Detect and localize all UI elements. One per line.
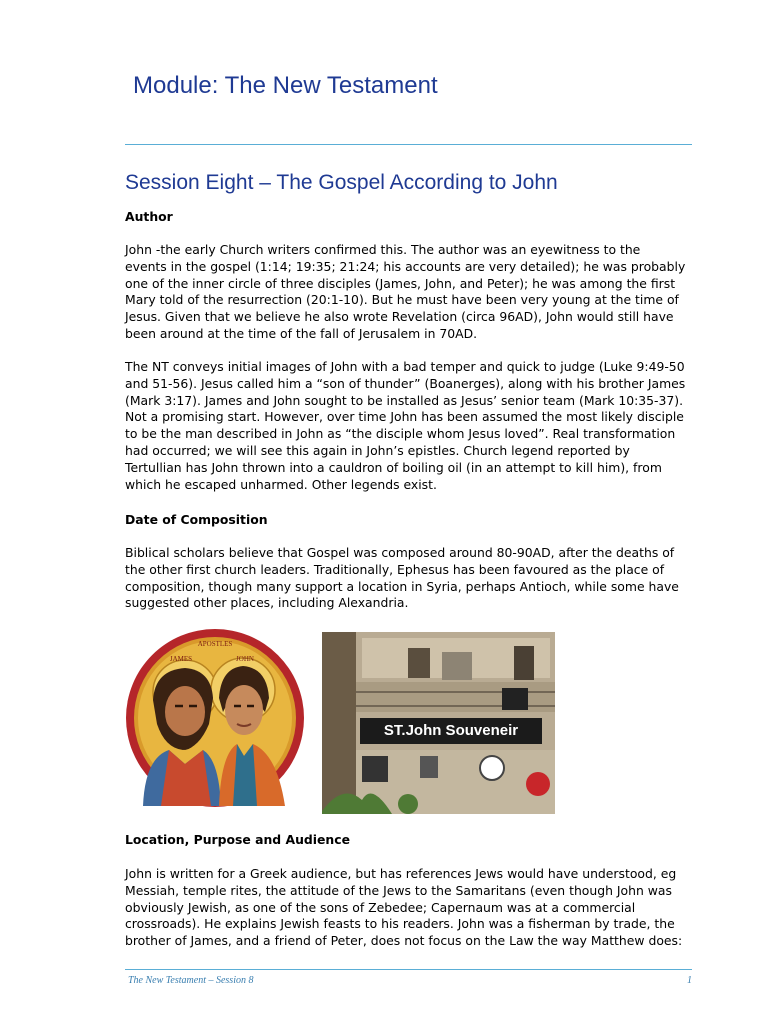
footer-title: The New Testament – Session 8 [128,975,254,986]
st-john-souvenir-photo [322,632,555,814]
text-line: John is written for a Greek audience, but has references Jews would have understood, eg [125,866,677,881]
text-line: obviously Jewish, as one of the sons of Zebedee; Capernaum was at a commercial [125,899,636,915]
text-line: events in the gospel (1:14; 19:35; 21:24; his accounts are very detailed); he was probably [125,258,686,274]
footer-rule [125,969,692,970]
text-line: composition, though many support a location in Syria, perhaps Antioch, while some have [125,578,679,594]
icon-label-james: JAMES [169,655,193,663]
souvenir-sign: ST.John Souveneir [360,718,542,744]
text-line: The NT conveys initial images of John with a bad temper and quick to judge (Luke 9:49-50 [125,359,685,374]
page-number: 1 [687,975,692,986]
text-line: Mary told of the resurrection (20:1-10). But he must have been very young at the time of [125,292,679,308]
date-paragraph [125,545,700,612]
text-line: Not a promising start. However, over time John has been assumed the most likely disciple [125,409,684,425]
icon-label-john: JOHN [236,655,254,663]
text-line: John -the early Church writers confirmed this. The author was an eyewitness to the [125,242,641,257]
text-line: had occurred; we will see this again in John’s epistles. Church legend reported by [125,442,630,458]
text-line: which he escaped unharmed. Other legends exist. [125,476,437,492]
text-line: the other first church leaders. Traditionally, Ephesus has been favoured as the place of [125,561,665,577]
text-line: Biblical scholars believe that Gospel was composed around 80-90AD, after the deaths of [125,545,675,560]
heading-location-purpose-audience: Location, Purpose and Audience [125,832,350,847]
text-line: Messiah, temple rites, the attitude of the Jews to the Samaritans (even though John was [125,882,672,898]
text-line: one of the inner circle of three disciples (James, John, and Peter); he was among the first [125,275,676,291]
author-paragraph-2 [125,359,700,493]
icon-label-apostles: APOSTLES [197,640,233,648]
module-title: Module: The New Testament [133,72,438,99]
text-line: Jesus. Given that we believe he also wrote Revelation (circa 96AD), John would still have [125,309,674,325]
location-paragraph [125,866,700,950]
heading-date-of-composition: Date of Composition [125,512,268,527]
text-line: Tertullian has John thrown into a cauldron of boiling oil (in an attempt to kill him), from [125,459,662,475]
text-line: to be the man described in John as “the disciple whom Jesus loved”. Real transformation [125,426,676,442]
header-rule [125,144,692,145]
author-paragraph-1 [125,242,700,343]
text-line: and 51-56). Jesus called him a “son of thunder” (Boanerges), along with his brother James [125,375,686,391]
text-line: suggested other places, including Alexandria. [125,595,409,611]
text-line: (Mark 3:17). James and John sought to be installed as Jesus’ senior team (Mark 10:35-37). [125,392,684,408]
text-line: been around at the time of the fall of Jerusalem in 70AD. [125,325,478,341]
icon-james-and-john-image [125,628,305,808]
text-line: brother of James, and a friend of Peter, does not focus on the Law the way Matthew does: [125,933,683,949]
session-title: Session Eight – The Gospel According to John [125,171,558,194]
heading-author: Author [125,209,173,224]
text-line: crossroads). He explains Jewish feasts to his readers. John was a fisherman by trade, the [125,916,675,932]
